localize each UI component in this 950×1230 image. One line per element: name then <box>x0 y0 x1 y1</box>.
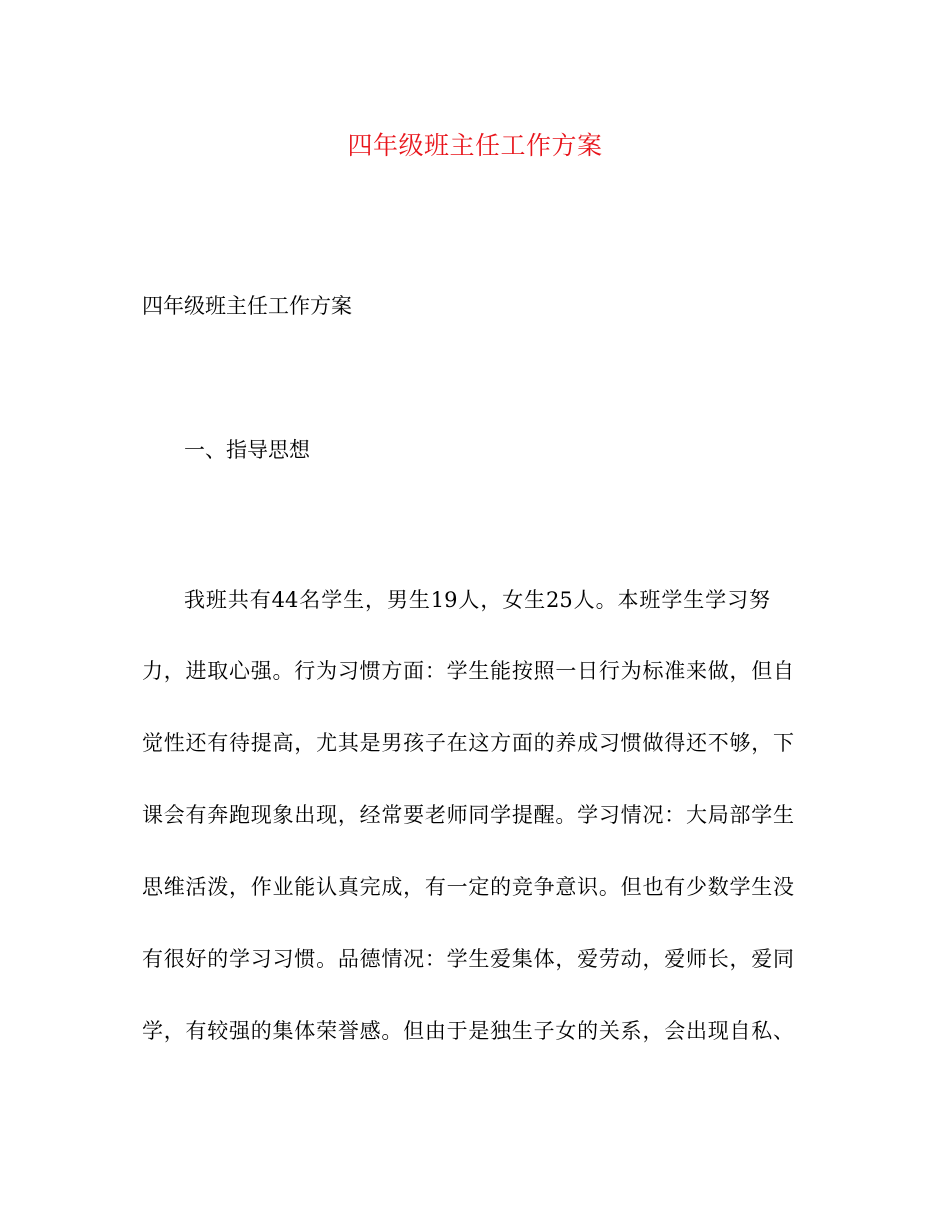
paragraph-line: 思维活泼，作业能认真完成，有一定的竞争意识。但也有少数学生没 <box>142 875 794 899</box>
paragraph-line: 有很好的学习习惯。品德情况：学生爱集体，爱劳动，爱师长，爱同 <box>142 947 794 971</box>
paragraph-line: 我班共有44名学生，男生19人，女生25人。本班学生学习努 <box>184 588 770 612</box>
paragraph-line: 觉性还有待提高，尤其是男孩子在这方面的养成习惯做得还不够，下 <box>142 731 794 755</box>
paragraph-line: 学，有较强的集体荣誉感。但由于是独生子女的关系，会出现自私、 <box>142 1019 794 1043</box>
paragraph-line: 力，进取心强。行为习惯方面：学生能按照一日行为标准来做，但自 <box>142 659 794 683</box>
document-title: 四年级班主任工作方案 <box>347 131 603 160</box>
document-subtitle: 四年级班主任工作方案 <box>142 294 352 318</box>
paragraph-line: 课会有奔跑现象出现，经常要老师同学提醒。学习情况：大局部学生 <box>142 803 794 827</box>
section-heading: 一、指导思想 <box>184 438 310 462</box>
